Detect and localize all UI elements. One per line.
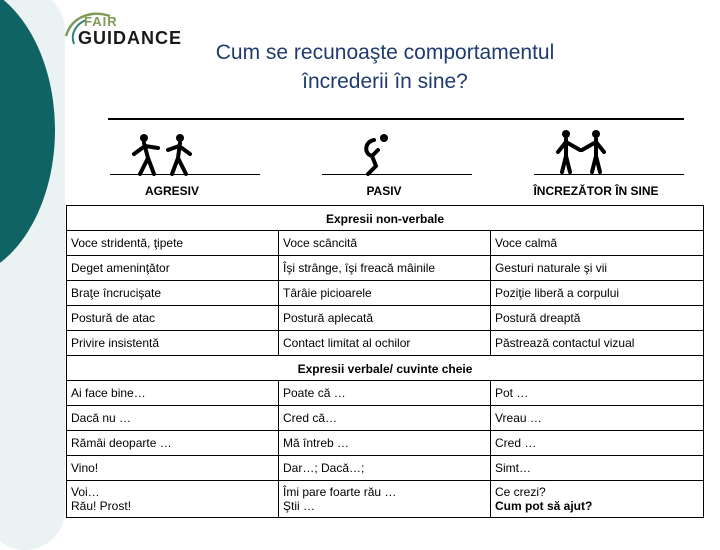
table-row — [67, 281, 704, 306]
table-cell: Dacă nu … — [67, 406, 279, 431]
comparison-table — [66, 205, 704, 518]
table-cell: Postură de atac — [67, 306, 279, 331]
table-row — [67, 481, 704, 518]
logo-text: GUIDANCE — [78, 28, 183, 48]
table-cell: Rămâi deoparte … — [67, 431, 279, 456]
table-row — [67, 406, 704, 431]
logo-text: FAIR — [84, 14, 118, 29]
separator-line — [534, 174, 684, 175]
table-cell: Poziţie liberă a corpului — [491, 281, 704, 306]
fighting-figures-icon — [128, 132, 200, 178]
table-cell: Cred … — [491, 431, 704, 456]
table-cell: Ce crezi? Cum pot să ajut? — [491, 481, 704, 518]
header-pasiv — [278, 126, 490, 204]
divider — [108, 118, 684, 120]
section-title: Expresii non-verbale — [67, 206, 704, 231]
table-cell: Cred că… — [279, 406, 491, 431]
page-title: Cum se recunoaşte comportamentul încrederii în sine? — [215, 41, 555, 93]
table-row — [67, 431, 704, 456]
separator-line — [110, 174, 260, 175]
table-cell: Voce stridentă, ţipete — [67, 231, 279, 256]
table-row — [67, 231, 704, 256]
column-label: PASIV — [366, 184, 402, 198]
table-row — [67, 331, 704, 356]
table-cell: Târâie picioarele — [279, 281, 491, 306]
table-row — [67, 381, 704, 406]
table-cell: Mă întreb … — [279, 431, 491, 456]
section-title: Expresii verbale/ cuvinte cheie — [67, 356, 704, 381]
table-cell: Voi… Rău! Prost! — [67, 481, 279, 518]
section-row — [67, 206, 704, 231]
table-cell: Dar…; Dacă…; — [279, 456, 491, 481]
header-increzator — [490, 126, 702, 204]
table-cell: Vino! — [67, 456, 279, 481]
table-row — [67, 456, 704, 481]
table-row — [67, 256, 704, 281]
table-cell: Îşi strânge, îşi freacă mâinile — [279, 256, 491, 281]
table-cell: Vreau … — [491, 406, 704, 431]
column-label: ÎNCREZĂTOR ÎN SINE — [533, 184, 659, 198]
table-cell: Contact limitat al ochilor — [279, 331, 491, 356]
table-cell: Poate că … — [279, 381, 491, 406]
table-cell: Postură aplecată — [279, 306, 491, 331]
table-row — [67, 306, 704, 331]
header-agresiv — [66, 126, 278, 204]
logo — [62, 8, 183, 56]
column-label: AGRESIV — [144, 184, 199, 198]
table-cell: Voce scâncită — [279, 231, 491, 256]
handshake-figures-icon — [552, 128, 612, 176]
table-cell: Ai face bine… — [67, 381, 279, 406]
table-cell: Gesturi naturale şi vii — [491, 256, 704, 281]
emphasis-text: Cum pot să ajut? — [495, 499, 593, 513]
table-cell: Îmi pare foarte rău … Ştii … — [279, 481, 491, 518]
table-cell: Voce calmă — [491, 231, 704, 256]
column-headers — [66, 126, 703, 204]
crouching-figure-icon — [356, 132, 396, 176]
table-cell: Pot … — [491, 381, 704, 406]
section-row — [67, 356, 704, 381]
table-cell: Privire insistentă — [67, 331, 279, 356]
table-cell: Braţe încrucişate — [67, 281, 279, 306]
table-cell: Simt… — [491, 456, 704, 481]
table-cell: Postură dreaptă — [491, 306, 704, 331]
separator-line — [322, 174, 472, 175]
table-cell: Păstrează contactul vizual — [491, 331, 704, 356]
table-cell: Deget ameninţător — [67, 256, 279, 281]
